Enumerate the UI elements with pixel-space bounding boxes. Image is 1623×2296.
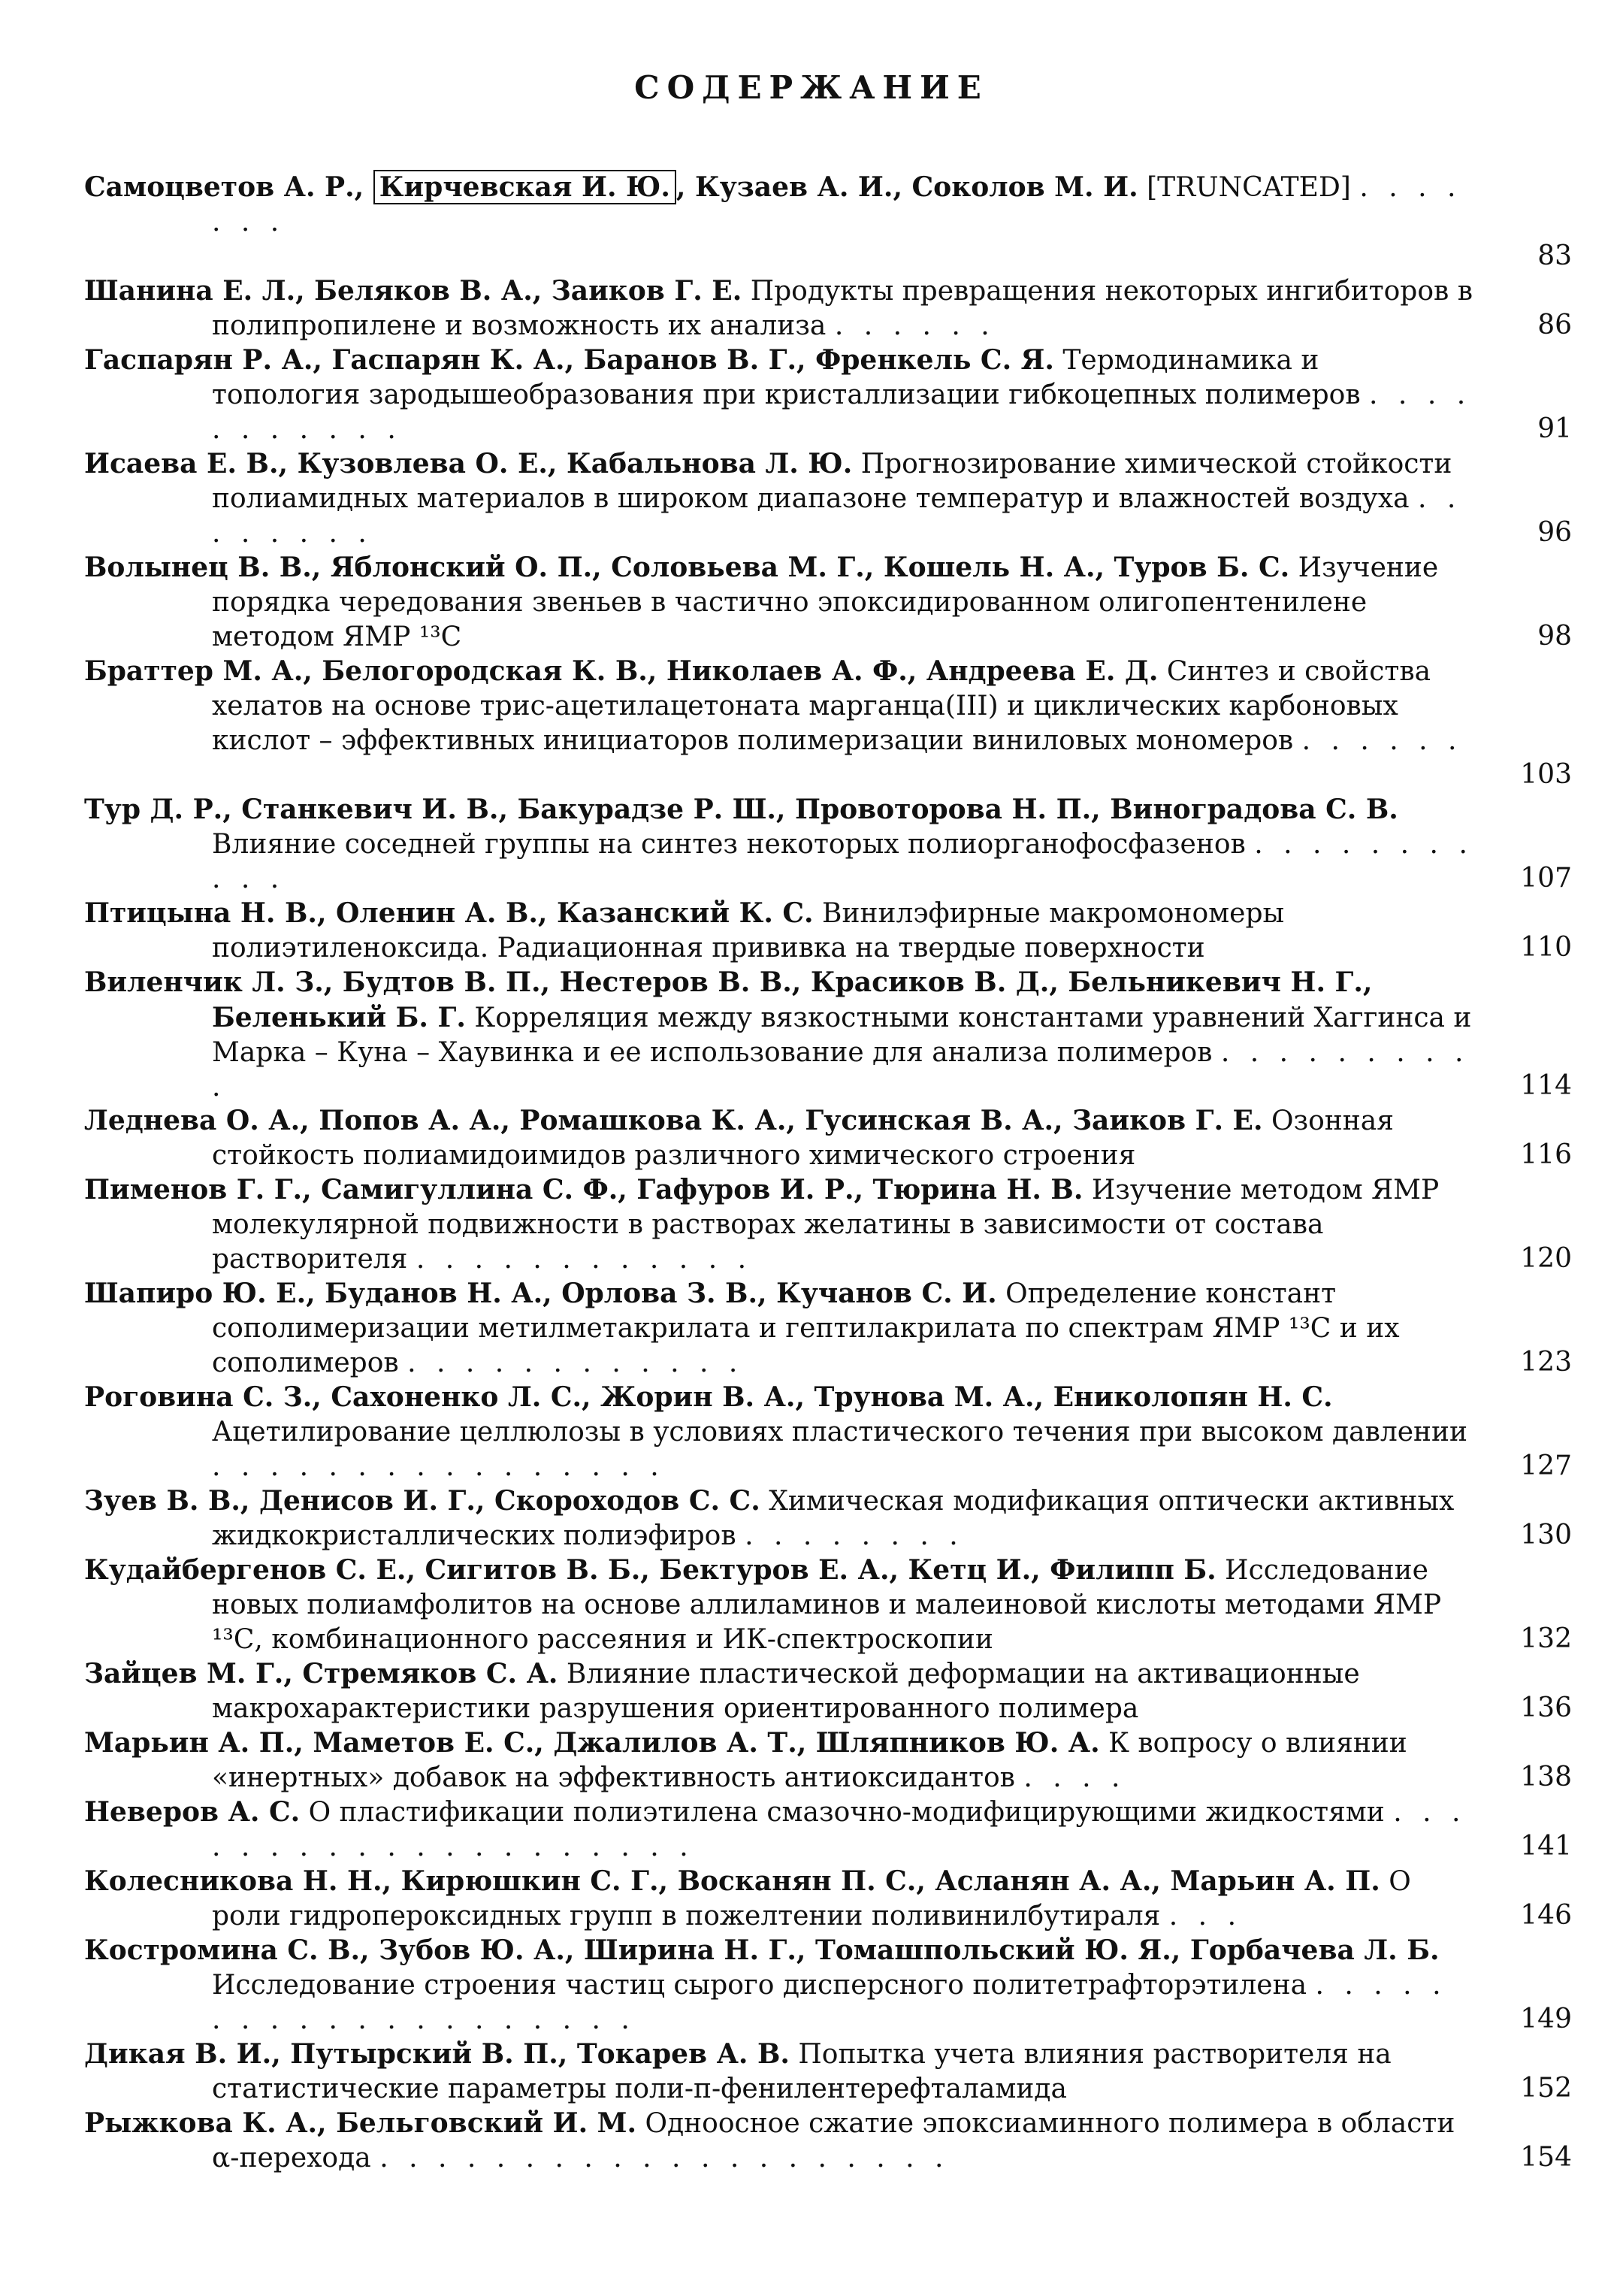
entry-authors: Браттер М. А., Белогородская К. В., Николаев А. Ф., Андреева Е. Д.	[84, 655, 1159, 687]
entry-authors: Дикая В. И., Путырский В. П., Токарев А. В.	[84, 2038, 790, 2070]
toc-entry	[84, 446, 1572, 550]
toc-entry	[84, 343, 1572, 446]
leader-dots: . . . . . . . . . . . . . . . . . . . .	[212, 1970, 1447, 2035]
entry-authors: Птицына Н. В., Оленин А. В., Казанский К. С.	[84, 897, 814, 929]
entry-page: 120	[1520, 1243, 1572, 1274]
toc-entry	[84, 2106, 1572, 2175]
boxed-author-name: Кирчевская И. Ю.	[373, 170, 676, 204]
toc-entry	[84, 792, 1572, 896]
entry-title: Термодинамика и топология зародышеобразования при кристаллизации гибкоцепных полимеров	[212, 345, 1361, 410]
leader-dots: . . . . . . . . . .	[212, 1037, 1470, 1103]
entry-page: 123	[1520, 1347, 1572, 1378]
leader-dots: . . . . . . . . . . . .	[416, 1244, 753, 1275]
entry-page: 110	[1520, 932, 1572, 963]
leader-dots: . . . . . . . . . . . .	[407, 1348, 744, 1378]
toc-entry	[84, 896, 1572, 965]
entry-title: Влияние пластической деформации на активационные макрохарактеристики разрушения ориентированного полимера	[212, 1659, 1360, 1724]
entry-title: Попытка учета влияния растворителя на статистические параметры поли-п-фенилентерефталамида	[212, 2039, 1392, 2104]
entry-page: 138	[1520, 1762, 1572, 1792]
leader-dots: . . . . . . . . . . . . . . . . . . . .	[212, 1797, 1467, 1862]
entry-title: [TRUNCATED]	[1147, 172, 1351, 203]
toc-entry	[84, 1484, 1572, 1553]
entry-title: О роли гидропероксидных групп в пожелтении поливинилбутираля	[212, 1866, 1411, 1931]
page-title: СОДЕРЖАНИЕ	[634, 69, 989, 106]
entry-title: Влияние соседней группы на синтез некоторых полиорганофосфазенов	[212, 829, 1246, 860]
entry-authors: Колесникова Н. Н., Кирюшкин С. Г., Восканян П. С., Асланян А. А., Марьин А. П.	[84, 1865, 1380, 1897]
entry-title: Винилэфирные макромономеры полиэтиленоксида. Радиационная прививка на твердые поверхности	[212, 898, 1285, 963]
entry-page: 114	[1520, 1070, 1572, 1101]
toc-entry	[84, 1172, 1572, 1276]
toc-entry	[84, 1864, 1572, 1933]
entry-title: Прогнозирование химической стойкости полиамидных материалов в широком диапазоне температур и влажностей воздуха	[212, 449, 1452, 514]
entry-page: 154	[1520, 2142, 1572, 2173]
entry-title: Одноосное сжатие эпоксиаминного полимера в области α-перехода	[212, 2108, 1455, 2173]
entry-page: 103	[1520, 759, 1572, 790]
entry-authors: Пименов Г. Г., Самигуллина С. Ф., Гафуров И. Р., Тюрина Н. В.	[84, 1174, 1084, 1205]
entry-authors: Волынец В. В., Яблонский О. П., Соловьева М. Г., Кошель Н. А., Туров Б. С.	[84, 552, 1290, 583]
entry-page: 96	[1537, 517, 1572, 548]
toc-entry	[84, 2037, 1572, 2106]
toc-entry	[84, 1553, 1572, 1656]
toc-entry	[84, 1656, 1572, 1726]
toc-entry	[84, 965, 1572, 1103]
toc-entry	[84, 1795, 1572, 1864]
leader-dots: . . . .	[1023, 1762, 1126, 1793]
entry-authors: Гаспарян Р. А., Гаспарян К. А., Баранов В. Г., Френкель С. Я.	[84, 344, 1054, 376]
entry-authors: Виленчик Л. З., Будтов В. П., Нестеров В. В., Красиков В. Д., Бельникевич Н. Г., Беленький Б. Г.	[84, 966, 1373, 1033]
entry-authors: Рыжкова К. А., Бельговский И. М.	[84, 2107, 637, 2139]
entry-page: 107	[1520, 863, 1572, 894]
entry-page: 130	[1520, 1520, 1572, 1550]
entry-authors: Исаева Е. В., Кузовлева О. Е., Кабальнова Л. Ю.	[84, 448, 853, 479]
entry-authors: Тур Д. Р., Станкевич И. В., Бакурадзе Р. Ш., Провоторова Н. П., Виноградова С. В.	[84, 794, 1398, 825]
entry-title: Корреляция между вязкостными константами уравнений Хаггинса и Марка – Куна – Хаувинка и ее использование для анализа полимеров	[212, 1003, 1472, 1068]
entry-title: Синтез и свойства хелатов на основе трис-ацетилацетоната марганца(III) и циклических карбоновых кислот – эффективных инициаторов полимеризации виниловых мономеров	[212, 656, 1431, 756]
leader-dots: . . . . . . . .	[745, 1520, 964, 1551]
entry-page: 149	[1520, 2004, 1572, 2034]
entry-title: Озонная стойкость полиамидоимидов различного химического строения	[212, 1106, 1394, 1171]
entry-title: Изучение порядка чередования звеньев в частично эпоксидированном олигопентенилене методом ЯМР ¹³С	[212, 552, 1439, 652]
toc-entry	[84, 1933, 1572, 2037]
entry-page: 152	[1520, 2073, 1572, 2104]
entry-authors: Зуев В. В., Денисов И. Г., Скороходов С. С.	[84, 1485, 760, 1517]
entry-page: 91	[1537, 413, 1572, 444]
entry-title: Изучение методом ЯМР молекулярной подвижности в растворах желатины в зависимости от состава растворителя	[212, 1175, 1440, 1275]
leader-dots: . . .	[1168, 1901, 1243, 1931]
entry-authors: Зайцев М. Г., Стремяков С. А.	[84, 1658, 558, 1689]
entry-authors: Костромина С. В., Зубов Ю. А., Ширина Н. Г., Томашпольский Ю. Я., Горбачева Л. Б.	[84, 1935, 1440, 1966]
leader-dots: . . . . . .	[1301, 725, 1463, 756]
entry-authors: Леднева О. А., Попов А. А., Ромашкова К. А., Гусинская В. А., Заиков Г. Е.	[84, 1105, 1263, 1136]
toc-entry	[84, 550, 1572, 654]
leader-dots: . . . . . . . . . . .	[212, 829, 1473, 894]
toc-entry	[84, 1103, 1572, 1172]
entry-page: 98	[1537, 621, 1572, 652]
table-of-contents	[84, 170, 1572, 2175]
toc-entry	[84, 1726, 1572, 1795]
entry-title: Продукты превращения некоторых ингибиторов в полипропилене и возможность их анализа	[212, 276, 1473, 341]
toc-entry	[84, 654, 1572, 792]
entry-title: К вопросу о влиянии «инертных» добавок на эффективность антиоксидантов	[212, 1728, 1407, 1793]
entry-title: Определение констант сополимеризации метилметакрилата и гептилакрилата по спектрам ЯМР ¹³С и их сополимеров	[212, 1278, 1400, 1378]
entry-page: 146	[1520, 1900, 1572, 1931]
leader-dots: . . . . . . . . . . .	[212, 380, 1472, 445]
leader-dots: . . . . . . . .	[212, 483, 1462, 549]
entry-page: 116	[1520, 1139, 1572, 1170]
entry-page: 136	[1520, 1693, 1572, 1723]
toc-entry	[84, 170, 1572, 274]
leader-dots: . . . . . . . . . . . . . . . .	[212, 1451, 665, 1482]
entry-title: Исследование строения частиц сырого дисперсного политетрафторэтилена	[212, 1970, 1307, 2001]
entry-page: 141	[1520, 1831, 1572, 1862]
entry-page: 83	[1537, 240, 1572, 271]
leader-dots: . . . . . . . . . . . . . . . . . . . .	[379, 2143, 950, 2173]
entry-page: 127	[1520, 1451, 1572, 1481]
entry-authors: Шапиро Ю. Е., Буданов Н. А., Орлова З. В., Кучанов С. И.	[84, 1278, 997, 1309]
entry-authors: Самоцветов А. Р., Кирчевская И. Ю. , Кузаев А. И., Соколов М. И.	[84, 171, 1138, 203]
toc-entry	[84, 274, 1572, 343]
entry-title: О пластификации полиэтилена смазочно-модифицирующими жидкостями	[308, 1797, 1385, 1828]
leader-dots: . . . . . .	[834, 310, 996, 341]
toc-entry	[84, 1276, 1572, 1380]
entry-title: Ацетилирование целлюлозы в условиях пластического течения при высоком давлении	[212, 1417, 1467, 1447]
entry-page: 86	[1537, 310, 1572, 340]
toc-entry	[84, 1380, 1572, 1484]
entry-authors: Кудайбергенов С. Е., Сигитов В. Б., Бектуров Е. А., Кетц И., Филипп Б.	[84, 1554, 1216, 1586]
leader-dots: . . . . . . .	[212, 172, 1462, 237]
entry-authors: Неверов А. С.	[84, 1796, 301, 1828]
entry-title: Исследование новых полиамфолитов на основе аллиламинов и малеиновой кислоты методами ЯМР ¹³С, комбинационного рассеяния и ИК-спектроскопии	[212, 1555, 1442, 1655]
entry-authors: Шанина Е. Л., Беляков В. А., Заиков Г. Е.	[84, 275, 742, 307]
entry-authors: Роговина С. З., Сахоненко Л. С., Жорин В. А., Трунова М. А., Ениколопян Н. С.	[84, 1381, 1333, 1413]
entry-title: Химическая модификация оптически активных жидкокристаллических полиэфиров	[212, 1486, 1455, 1551]
entry-authors: Марьин А. П., Маметов Е. С., Джалилов А. Т., Шляпников Ю. А.	[84, 1727, 1100, 1759]
entry-page: 132	[1520, 1623, 1572, 1654]
